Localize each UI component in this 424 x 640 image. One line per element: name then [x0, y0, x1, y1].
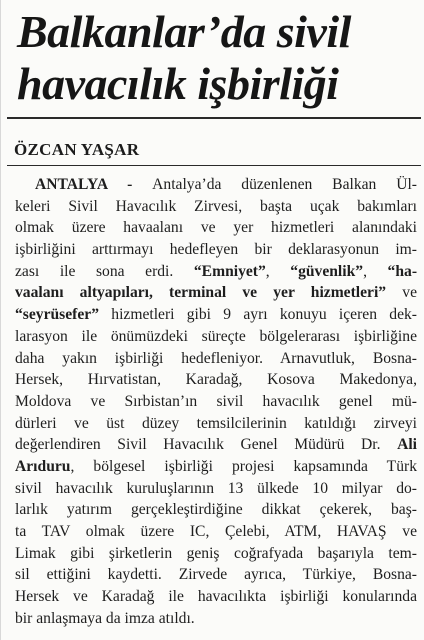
bold-text-run: “güvenlik”: [290, 262, 364, 280]
bold-text-run: Arıduru: [15, 457, 71, 475]
body-line: [15, 543, 417, 565]
text-run: larasyon ile önümüzdeki süreçte bölgelerarası işbirliğine: [15, 327, 417, 345]
divider-top: [7, 117, 421, 119]
body-line: [15, 369, 417, 391]
text-run: keleri Sivil Havacılık Zirvesi, başta uçak bakımları: [15, 197, 417, 215]
bold-text-run: Ali: [397, 436, 417, 454]
text-run: bir anlaşmaya da imza atıldı.: [15, 609, 195, 627]
body-line: [15, 282, 417, 304]
body-line: [15, 391, 417, 413]
bold-text-run: “ha-: [387, 262, 418, 280]
text-run: daha yakın işbirliği hedefleniyor. Arnavutluk, Bosna-: [15, 349, 417, 367]
body-line: [15, 261, 417, 283]
bold-text-run: ANTALYA -: [35, 176, 153, 193]
body-line: [15, 326, 417, 348]
body-line: [15, 174, 417, 196]
text-run: ta TAV olmak üzere IC, Çelebi, ATM, HAVAŞ ve: [15, 523, 417, 540]
body-line: [15, 586, 417, 608]
body-line: [15, 304, 417, 326]
author-byline: ÖZCAN YAŞAR: [14, 140, 140, 159]
body-line: [15, 608, 417, 630]
body-line: [15, 456, 417, 478]
text-run: dürleri ve üst düzey temsilcilerinin katıldığı zirveyi: [15, 414, 417, 432]
headline-line-1: Balkanlar’da sivil: [17, 6, 351, 57]
text-run: Hersek, Hırvatistan, Karadağ, Kosova Makedonya,: [15, 371, 417, 389]
text-run: sivil havacılık kuruluşlarının 13 ülkede 10 milyar do-: [15, 479, 417, 497]
text-run: işbirliğini arttırmayı hedefleyen bir deklarasyonun im-: [15, 241, 417, 259]
body-line: [15, 217, 417, 239]
text-run: larlık yatırım gerçekleştirdiğine dikkat çekerek, baş-: [15, 501, 417, 519]
bold-text-run: “Emniyet”: [193, 262, 266, 280]
text-run: ve: [386, 284, 417, 302]
body-line: [15, 413, 417, 435]
text-run: , bölgesel işbirliği projesi kapsamında Türk: [70, 457, 417, 475]
body-line: [15, 499, 417, 521]
divider-byline: [7, 165, 421, 166]
text-run: sil ettiğini kaydetti. Zirvede ayrıca, Türkiye, Bosna-: [15, 566, 417, 584]
bold-text-run: vaalanı altyapıları, terminal ve yer hizmetleri”: [15, 284, 387, 302]
body-line: [15, 239, 417, 261]
body-line: [15, 564, 417, 586]
body-line: [15, 348, 417, 370]
article-body: [15, 174, 417, 629]
text-run: olmak üzere havaalanı ve yer hizmetleri alanındaki: [15, 219, 417, 237]
bold-text-run: “seyrüsefer”: [15, 306, 99, 324]
text-run: Hersek ve Karadağ ile havacılıkta işbirliği konularında: [15, 588, 417, 606]
text-run: zası ile sona erdi.: [15, 262, 194, 280]
text-run: Limak gibi şirketlerin geniş coğrafyada başarıyla tem-: [15, 544, 417, 562]
text-run: ,: [363, 262, 388, 280]
headline: [17, 6, 417, 110]
text-run: ,: [265, 262, 291, 280]
text-run: Antalya’da düzenlenen Balkan Ül-: [152, 176, 417, 193]
text-run: Moldova ve Sırbistan’ın sivil havacılık genel mü-: [15, 392, 417, 410]
headline-line-2: havacılık işbirliği: [17, 58, 339, 109]
body-line: [15, 478, 417, 500]
text-run: değerlendiren Sivil Havacılık Genel Müdürü Dr.: [15, 436, 398, 454]
body-line: [15, 434, 417, 456]
body-line: [15, 196, 417, 218]
text-run: hizmetleri gibi 9 ayrı konuyu içeren dek-: [99, 306, 417, 324]
body-line: [15, 521, 417, 543]
